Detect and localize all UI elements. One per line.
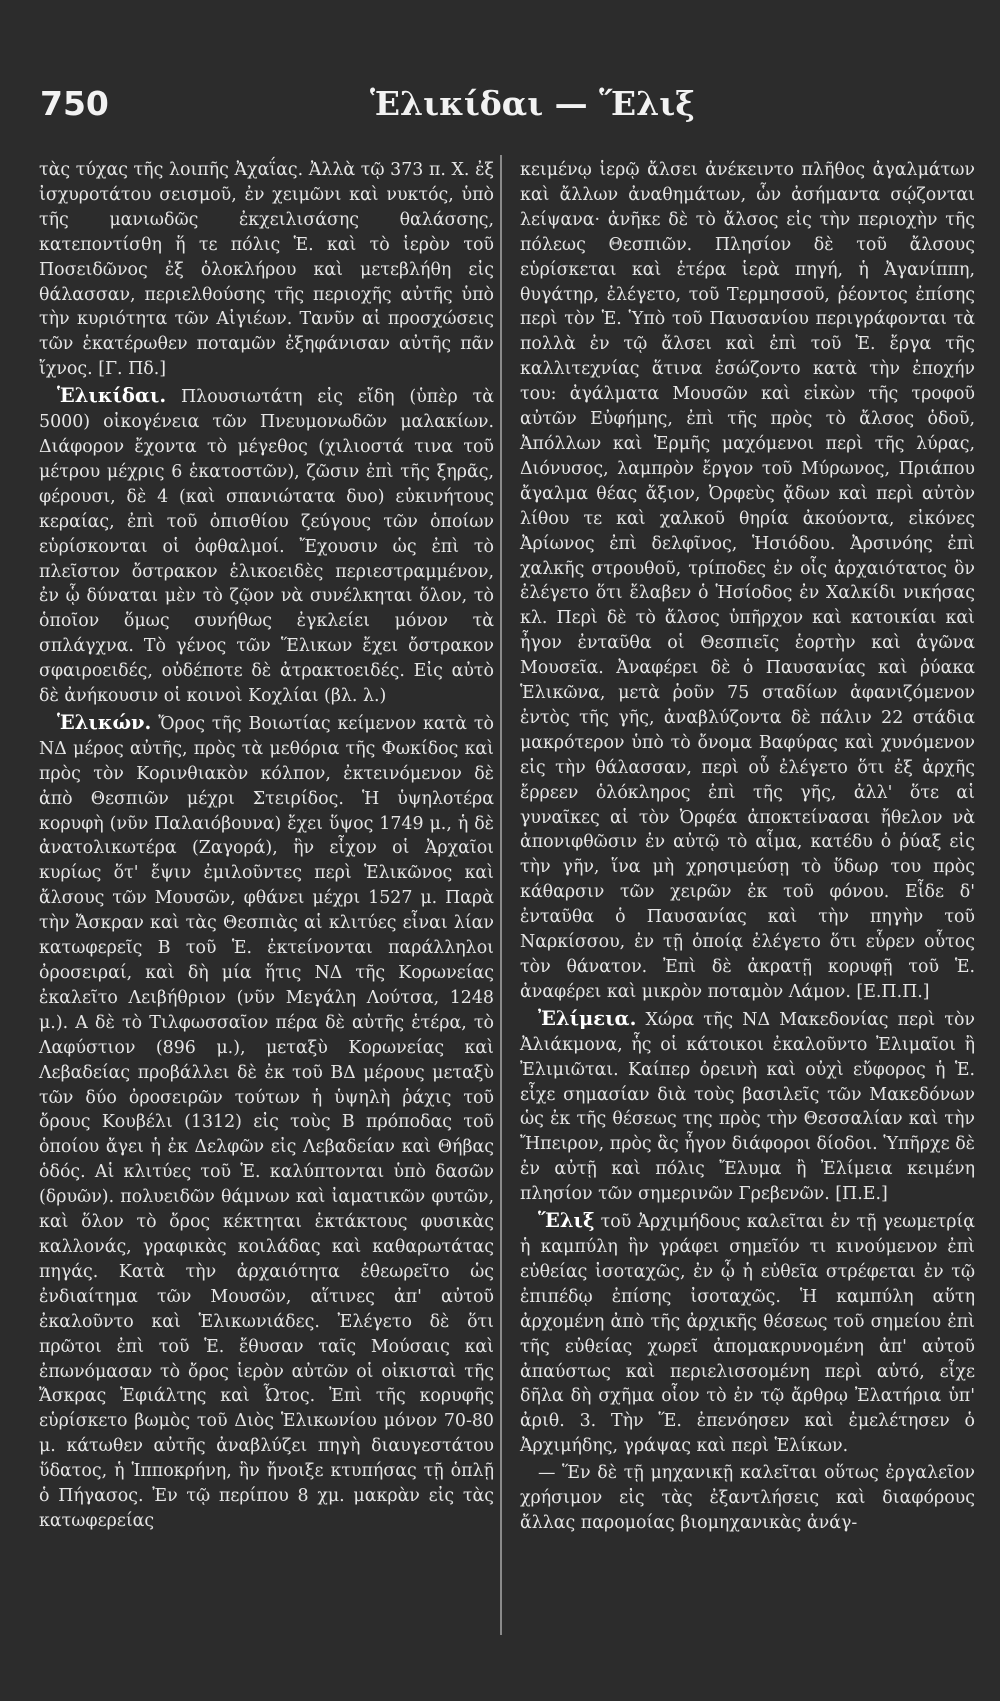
left-column [39,158,494,1534]
entry-text: — Ἕν δὲ τῇ μηχανικῇ καλεῖται οὕτως ἐργαλεῖον χρήσιμον εἰς τὰς ἐξαντλήσεις καὶ διαφόρους ἄλλας παρομοίας βιομηχανικὰς ἀνάγ- [520,1463,975,1533]
entry-headword: Ἑλικίδαι. [57,384,167,408]
entry-elikidai [39,384,494,709]
entry-elikon [39,711,494,1534]
running-head: Ἑλικίδαι — Ἕλιξ [370,84,695,123]
entry-text: Χώρα τῆς ΝΔ Μακεδονίας περὶ τὸν Ἀλιάκμονα, ἧς οἱ κάτοικοι ἐκαλοῦντο Ἐλιμαῖοι ἢ Ἐλιμιῶται. Καίπερ ὀρεινὴ καὶ οὐχὶ εὔφορος ἡ Ἑ. εἶχε σημασίαν διὰ τοὺς βασιλεῖς τῶν Μακεδόνων ὡς ἐκ τῆς θέσεως της πρὸς τὴν Θεσσαλίαν καὶ τὴν Ἤπειρον, πρὸς ἃς ἦγον διάφοροι δίοδοι. Ὑπῆρχε δὲ ἐν αὐτῇ καὶ πόλις Ἔλυμα ἢ Ἐλίμεια κειμένη πλησίον τῶν σημερινῶν Γρεβενῶν. [Π.Ε.] [520,1009,975,1205]
right-column [520,158,975,1536]
entry-continuation [39,158,494,382]
column-divider [500,155,502,1635]
entry-continuation [520,158,975,1005]
entry-headword: Ἕλιξ [538,1209,595,1233]
entry-elix [520,1209,975,1459]
entry-text: Πλουσιωτάτη εἰς εἴδη (ὑπὲρ τὰ 5000) οἰκογένεια τῶν Πνευμονωδῶν μαλακίων. Διάφορον ἔχοντα τὸ μέγεθος (χιλιοστά τινα τοῦ μέτρου μέχρις 6 ἑκατοστῶν), ζῶσιν ἐπὶ τῆς ξηρᾶς, φέρουσι, δὲ 4 (καὶ σπανιώτατα δυο) εὐκινήτους κεραίας, ἐπὶ τοῦ ὀπισθίου ζεύγους τῶν ὁποίων εὑρίσκονται οἱ ὀφθαλμοί. Ἔχουσιν ὡς ἐπὶ τὸ πλεῖστον ὄστρακον ἑλικοειδὲς περιεστραμμένον, ἐν ᾧ δύναται μὲν τὸ ζῷον νὰ συνέλκηται ὅλον, τὸ ὁποῖον ὅμως συνήθως ἐγκλείει μόνον τὰ σπλάγχνα. Τὸ γένος τῶν Ἕλικων ἔχει ὄστρακον σφαιροειδές, οὐδέποτε δὲ ἀτρακτοειδές. Εἰς αὐτὸ δὲ ἀνήκουσιν οἱ κοινοὶ Κοχλίαι (βλ. λ.) [39,387,494,707]
entry-elimeia [520,1007,975,1207]
entry-headword: Ἑλικών. [57,710,152,734]
entry-headword: Ἐλίμεια. [538,1006,637,1030]
entry-text: Ὄρος τῆς Βοιωτίας κείμενον κατὰ τὸ ΝΔ μέρος αὐτῆς, πρὸς τὰ μεθόρια τῆς Φωκίδος καὶ πρὸς τὸν Κορινθιακὸν κόλπον, ἐκτεινόμενον δὲ ἀπὸ Θεσπιῶν μέχρι Στειρίδος. Ἡ ὑψηλοτέρα κορυφὴ (νῦν Παλαιόβουνα) ἔχει ὕψος 1749 μ., ἡ δὲ ἀνατολικωτέρα (Ζαγορά), ἣν εἶχον οἱ Ἀρχαῖοι κυρίως ὅτ' ἔψιν ἐμιλοῦντες περὶ Ἑλικῶνος καὶ ἄλσους τῶν Μουσῶν, φθάνει μέχρι 1527 μ. Παρὰ τὴν Ἄσκραν καὶ τὰς Θεσπιὰς αἱ κλιτύες εἶναι λίαν κατωφερεῖς Β τοῦ Ἑ. ἐκτείνονται παράλληλοι ὀροσειραί, καὶ δὴ μία ἥτις ΝΔ τῆς Κορωνείας ἐκαλεῖτο Λειβήθριον (νῦν Μεγάλη Λούτσα, 1248 μ.). Α δὲ τὸ Τιλφωσσαῖον πέρα δὲ αὐτῆς ἑτέρα, τὸ Λαφύστιον (896 μ.), μεταξὺ Κορωνείας καὶ Λεβαδείας προβάλλει δὲ ἐκ τοῦ ΒΔ μέρους μεταξὺ τῶν δύο ὀροσειρῶν τούτων ἡ ὑψηλὴ ῥάχις τοῦ ὄρους Κουβέλι (1312) εἰς τοὺς Β πρόποδας τοῦ ὁποίου ἄγει ἡ ἐκ Δελφῶν εἰς Λεβαδείαν καὶ Θήβας ὁδός. Αἱ κλιτύες τοῦ Ἑ. καλύπτονται ὑπὸ δασῶν (δρυῶν). πολυειδῶν θάμνων καὶ ἰαματικῶν φυτῶν, καὶ ὅλον τὸ ὄρος κέκτηται ἐκτάκτους φυσικὰς καλλονάς, γραφικὰς κοιλάδας καὶ καθαρωτάτας πηγάς. Κατὰ τὴν ἀρχαιότητα ἐθεωρεῖτο ὡς ἐνδιαίτημα τῶν Μουσῶν, αἵτινες ἀπ' αὐτοῦ ἐκαλοῦντο καὶ Ἑλικωνιάδες. Ἐλέγετο δὲ ὅτι πρῶτοι ἐπὶ τοῦ Ἑ. ἔθυσαν ταῖς Μούσαις καὶ ἐπωνόμασαν τὸ ὄρος ἱερὸν αὐτῶν οἱ οἰκισταὶ τῆς Ἄσκρας Ἐφιάλτης καὶ Ὦτος. Ἐπὶ τῆς κορυφῆς εὑρίσκετο βωμὸς τοῦ Διὸς Ἑλικωνίου μόνον 70-80 μ. κάτωθεν αὐτῆς ἀναβλύζει πηγὴ διαυγεστάτου ὕδατος, ἡ Ἱπποκρήνη, ἣν ἤνοιξε κτυπήσας τῇ ὁπλῇ ὁ Πήγασος. Ἐν τῷ περίπου 8 χμ. μακρὰν εἰς τὰς κατωφερείας [39,713,494,1531]
entry-text: τὰς τύχας τῆς λοιπῆς Ἀχαΐας. Ἀλλὰ τῷ 373 π. Χ. ἐξ ἰσχυροτάτου σεισμοῦ, ἐν χειμῶνι καὶ νυκτός, ὑπὸ τῆς μανιωδῶς ἐκχειλισάσης θαλάσσης, κατεποντίσθη ἥ τε πόλις Ἑ. καὶ τὸ ἱερὸν τοῦ Ποσειδῶνος ἐξ ὁλοκλήρου καὶ μετεβλήθη εἰς θάλασσαν, περιελθούσης τῆς περιοχῆς αὐτῆς ὑπὸ τὴν κυριότητα τῶν Αἰγιέων. Τανῦν αἱ προσχώσεις τῶν ἑκατέρωθεν ποταμῶν ἐξηφάνισαν αὐτῆς πᾶν ἴχνος. [Γ. Πδ.] [39,160,494,380]
entry-text: κειμένῳ ἱερῷ ἄλσει ἀνέκειντο πλῆθος ἀγαλμάτων καὶ ἄλλων ἀναθημάτων, ὧν ἀσήμαντα σῴζονται λείψανα· ἀνῆκε δὲ τὸ ἄλσος εἰς τὴν περιοχὴν τῆς πόλεως Θεσπιῶν. Πλησίον δὲ τοῦ ἄλσους εὑρίσκεται καὶ ἑτέρα ἱερὰ πηγή, ἡ Ἀγανίππη, θυγάτηρ, ἐλέγετο, τοῦ Τερμησσοῦ, ῥέοντος ἐπίσης περὶ τὸν Ἑ. Ὑπὸ τοῦ Παυσανίου περιγράφονται τὰ πολλὰ ἐν τῷ ἄλσει καὶ ἐπὶ τοῦ Ἑ. ἔργα τῆς καλλιτεχνίας ἅτινα ἑσώζοντο κατὰ τὴν ἐποχήν του: ἀγάλματα Μουσῶν καὶ εἰκὼν τῆς τροφοῦ αὐτῶν Εὐφήμης, ἐπὶ τῆς πρὸς τὸ ἄλσος ὁδοῦ, Ἀπόλλων καὶ Ἑρμῆς μαχόμενοι περὶ τῆς λύρας, Διόνυσος, λαμπρὸν ἔργον τοῦ Μύρωνος, Πριάπου ἄγαλμα θέας ἄξιον, Ὀρφεὺς ᾄδων καὶ περὶ αὐτὸν λίθου τε καὶ χαλκοῦ θηρία ἀκούοντα, εἰκόνες Ἀρίωνος ἐπὶ δελφῖνος, Ἡσιόδου. Ἀρσινόης ἐπὶ χαλκῆς στρουθοῦ, τρίποδες ἐν οἷς ἀρχαιότατος ὃν ἐλέγετο ὅτι ἔλαβεν ὁ Ἡσίοδος ἐν Χαλκίδι νικήσας κλ. Περὶ δὲ τὸ ἄλσος ὑπῆρχον καὶ κατοικίαι καὶ ἦγον ἐνταῦθα οἱ Θεσπιεῖς ἑορτὴν καὶ ἀγῶνα Μουσεῖα. Ἀναφέρει δὲ ὁ Παυσανίας καὶ ῥύακα Ἑλικῶνα, μετὰ ῥοῦν 75 σταδίων ἀφανιζόμενον ἐντὸς τῆς γῆς, ἀναβλύζοντα δὲ πάλιν 22 στάδια μακρότερον ὑπὸ τὸ ὄνομα Βαφύρας καὶ χυνόμενον εἰς τὴν θάλασσαν, περὶ οὗ ἐλέγετο ὅτι ἐξ ἀρχῆς ἔρρεεν ὁλόκληρος ἐπὶ τῆς γῆς, ἀλλ' ὅτε αἱ γυναῖκες αἱ τὸν Ὀρφέα ἀποκτείνασαι ἤθελον νὰ ἀπονιφθῶσιν ἐν αὐτῷ τὸ αἷμα, κατέδυ ὁ ῥύαξ εἰς τὴν γῆν, ἵνα μὴ χρησιμεύσῃ τὸ ὕδωρ του πρὸς κάθαρσιν τῶν χειρῶν ἐκ τοῦ φόνου. Εἶδε δ' ἐνταῦθα ὁ Παυσανίας καὶ τὴν πηγὴν τοῦ Ναρκίσσου, ἐν τῇ ὁποίᾳ ἐλέγετο ὅτι εὗρεν οὗτος τὸν θάνατον. Ἐπὶ δὲ ἀκρατῇ κορυφῇ τοῦ Ἑ. ἀναφέρει καὶ μικρὸν ποταμὸν Λάμον. [Ε.Π.Π.] [520,160,975,1002]
page-number: 750 [40,84,109,123]
entry-elix-mechanics [520,1461,975,1536]
entry-text: τοῦ Ἀρχιμήδους καλεῖται ἐν τῇ γεωμετρίᾳ ἡ καμπύλη ἣν γράφει σημεῖόν τι κινούμενον ἐπὶ εὐθείας ἰσοταχῶς, ἐν ᾧ ἡ εὐθεῖα στρέφεται ἐν τῷ ἐπιπέδῳ ἐπίσης ἰσοταχῶς. Ἡ καμπύλη αὕτη ἀρχομένη ἀπὸ τῆς ἀρχικῆς θέσεως τοῦ σημείου ἐπὶ τῆς εὐθείας χωρεῖ ἀπομακρυνομένη ἀπ' αὐτοῦ ἀπαύστως καὶ περιελισσομένη περὶ αὐτό, εἶχε δῆλα δὴ σχῆμα οἷον τὸ ἐν τῷ ἄρθρῳ Ἐλατήρια ὑπ' ἀριθ. 3. Τὴν Ἕ. ἐπενόησεν καὶ ἐμελέτησεν ὁ Ἀρχιμήδης, γράψας καὶ περὶ Ἑλίκων. [520,1212,975,1457]
page-header [40,84,960,134]
